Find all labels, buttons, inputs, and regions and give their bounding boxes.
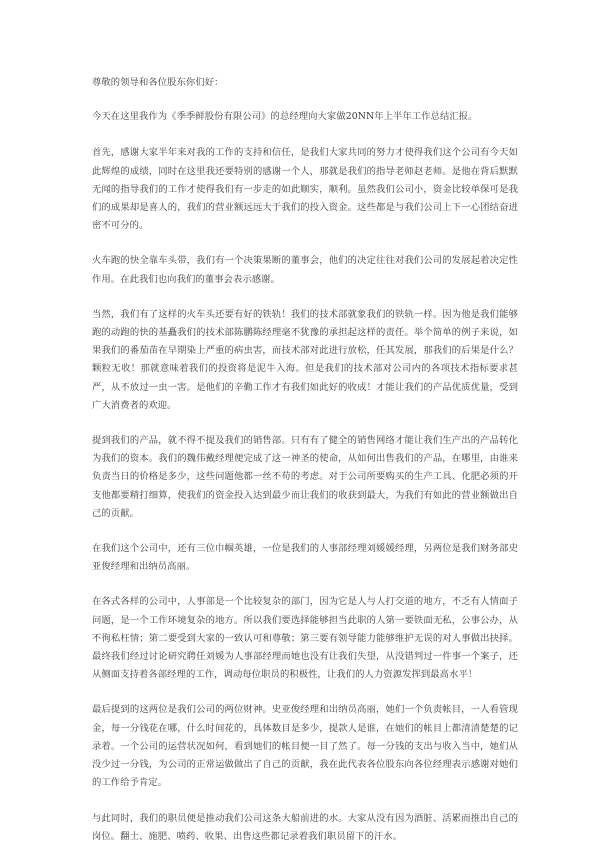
paragraph-thanks: 首先，感谢大家半年来对我的工作的支持和信任，是我们大家共同的努力才使得我们这个公司有今天如此辉煌的成绩，同时在这里我还要特别的感谢一个人，那就是我们的指导老师赵老师。是他在背后默默无闻的指导我们的工作才使得我们有一步走的如此顺实，顺利。虽然我们公司小，资金比较单保可是我们的成果却是喜人的，我们的营业额远远大于我们的投入资金。这些都是与我们公司上下一心团结奋进密不可分的。: [92, 147, 518, 232]
paragraph-technical-dept: 当然，我们有了这样的火车头还要有好的铁轨！我们的技术部就象我们的铁轨一样。因为他是我们能够跑的动跑的快的基矗我们的技术部陈鹏陈经理毫不犹豫的承担起这样的责任。举个简单的例子来说，如果我们的番茄苗在早期染上严重的病虫害，而技术部对此进行放松，任其发展，那我们的后果是什么？颗粒无收！那就意味着我们的投资将是泥牛入海。但是我们的技术部对公司内的各项技术指标要求甚严，从不放过一虫一害。是他们的辛勤工作才有我们如此好的收成！才能让我们的产品优质优量，受到广大消费者的欢迎。: [92, 308, 518, 411]
paragraph-sales-dept: 提到我们的产品，就不得不提及我们的销售部。只有有了健全的销售网络才能让我们生产出的产品转化为我们的资本。我们的魏伟戴经理便完成了这一神圣的使命，从如何出售我们的产品，在哪里，由谁来负责当日的价格是多少，这些问题他都一丝不苟的考虑。对于公司所要购买的生产工具、化肥必须的开支他都要精打细算，使我们的资金投入达到最少而让我们的收获到最大，为我们有如此的营业额做出自己的贡献。: [92, 435, 518, 519]
document-body: [92, 74, 518, 863]
paragraph-staff: 与此同时，我们的职员便是推动我们公司这条大船前进的水。大家从没有因为酒脏、活累而推出自己的岗位。翻土、施肥、喷药、收果、出售这些都记录着我们职员留下的汗水。: [92, 812, 518, 842]
paragraph-intro: 今天在这里我作为《季季鲜股份有限公司》的总经理向大家做20NN年上半年工作总结汇报。: [92, 111, 478, 123]
greeting-line: 尊敬的领导和各位股东你们好：: [92, 77, 224, 88]
paragraph-three-heroines: 在我们这个公司中，还有三位巾帼英雄，一位是我们的人事部经理刘媛媛经理，另两位是我们财务部史亚俊经理和出纳员高丽。: [92, 543, 518, 573]
paragraph-board: 火车跑的快全靠车头带，我们有一个决策果断的董事会，他们的决定往往对我们公司的发展起着决定性作用。在此我们也向我们的董事会表示感谢。: [92, 255, 518, 285]
paragraph-finance-dept: 最后提到的这两位是我们公司的两位财神。史亚俊经理和出纳员高丽，她们一个负责帐目，一人看管现金，每一分钱花在哪，什么时间花的，具体数目是多少，提款人是谁，在她们的帐目上都清清楚楚的记录着。一个公司的运营状况如何，看到她们的帐目便一目了然了。每一分钱的支出与收入当中，她们从没少过一分钱，为公司的正常运做做出了自己的贡献，我在此代表各位股东向各位经理表示感谢对她们的工作给予肯定。: [92, 704, 518, 789]
paragraph-hr-dept: 在各式各样的公司中，人事部是一个比较复杂的部门，因为它是人与人打交道的地方，不乏有人情面子问题，是一个工作环境复杂的地方。所以我们要选择能够担当此职的人第一要铁面无私，公事公办，从不徇私枉情；第二要受到大家的一致认可和尊敬；第三要有领导能力能够维护无误的对人事做出抉择。最终我们经过讨论研究聘任刘媛为人事部经理而她也没有让我们失望，从没错判过一件事一个案子，还从侧面支持着各部经理的工作，调动每位职员的积极性，让我们的人力资源发挥到最高水平！: [92, 596, 518, 681]
